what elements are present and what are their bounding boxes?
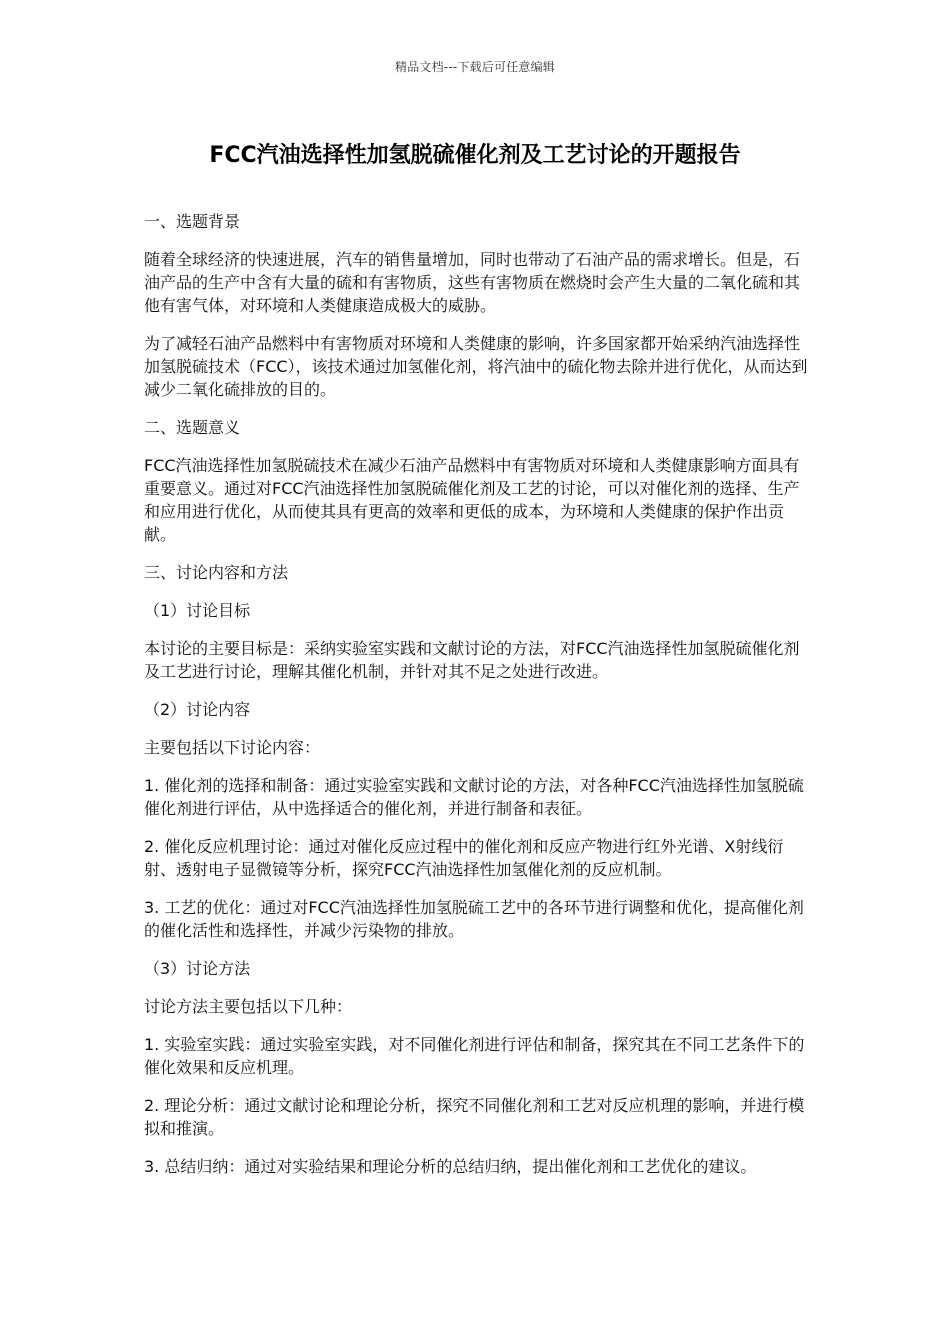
paragraph-content-intro: 主要包括以下讨论内容： — [144, 738, 321, 757]
paragraph-method-intro: 讨论方法主要包括以下几种： — [144, 997, 353, 1016]
list-item: 3. 工艺的优化：通过对FCC汽油选择性加氢脱硫工艺中的各环节进行调整和优化，提高催化剂的催化活性和选择性，并减少污染物的排放。 — [144, 898, 804, 940]
list-item: 1. 实验室实践：通过实验室实践，对不同催化剂进行评估和制备，探究其在不同工艺条件下的催化效果和反应机理。 — [144, 1035, 805, 1077]
subheading-method: （3）讨论方法 — [144, 959, 251, 978]
section-heading-background: 一、选题背景 — [144, 212, 241, 231]
list-item: 1. 催化剂的选择和制备：通过实验室实践和文献讨论的方法，对各种FCC汽油选择性加氢脱硫催化剂进行评估，从中选择适合的催化剂，并进行制备和表征。 — [144, 776, 804, 818]
subheading-content: （2）讨论内容 — [144, 700, 251, 719]
list-item: 3. 总结归纳：通过对实验结果和理论分析的总结归纳，提出催化剂和工艺优化的建议。 — [144, 1157, 757, 1176]
section-heading-content: 三、讨论内容和方法 — [144, 563, 289, 582]
paragraph-background-1: 随着全球经济的快速进展，汽车的销售量增加，同时也带动了石油产品的需求增长。但是，石油产品的生产中含有大量的硫和有害物质，这些有害物质在燃烧时会产生大量的二氧化硫和其他有害气体，对环境和人类健康造成极大的威胁。 — [144, 250, 801, 315]
paragraph-significance-1: FCC汽油选择性加氢脱硫技术在减少石油产品燃料中有害物质对环境和人类健康影响方面具有重要意义。通过对FCC汽油选择性加氢脱硫催化剂及工艺的讨论，可以对催化剂的选择、生产和应用进行优化，从而使其具有更高的效率和更低的成本，为环境和人类健康的保护作出贡献。 — [144, 456, 800, 544]
subheading-goal: （1）讨论目标 — [144, 601, 251, 620]
header-note: 精品文档---下载后可任意编辑 — [395, 60, 555, 74]
document-title: FCC汽油选择性加氢脱硫催化剂及工艺讨论的开题报告 — [209, 143, 741, 168]
section-heading-significance: 二、选题意义 — [144, 418, 241, 437]
paragraph-background-2: 为了减轻石油产品燃料中有害物质对环境和人类健康的影响，许多国家都开始采纳汽油选择性加氢脱硫技术（FCC），该技术通过加氢催化剂，将汽油中的硫化物去除并进行优化，从而达到减少二氧化硫排放的目的。 — [144, 334, 808, 399]
list-item: 2. 催化反应机理讨论：通过对催化反应过程中的催化剂和反应产物进行红外光谱、X射线衍射、透射电子显微镜等分析，探究FCC汽油选择性加氢催化剂的反应机制。 — [144, 837, 784, 879]
document-body — [144, 210, 814, 1193]
paragraph-goal: 本讨论的主要目标是：采纳实验室实践和文献讨论的方法，对FCC汽油选择性加氢脱硫催化剂及工艺进行讨论，理解其催化机制，并针对其不足之处进行改进。 — [144, 639, 800, 681]
list-item: 2. 理论分析：通过文献讨论和理论分析，探究不同催化剂和工艺对反应机理的影响，并进行模拟和推演。 — [144, 1096, 805, 1138]
